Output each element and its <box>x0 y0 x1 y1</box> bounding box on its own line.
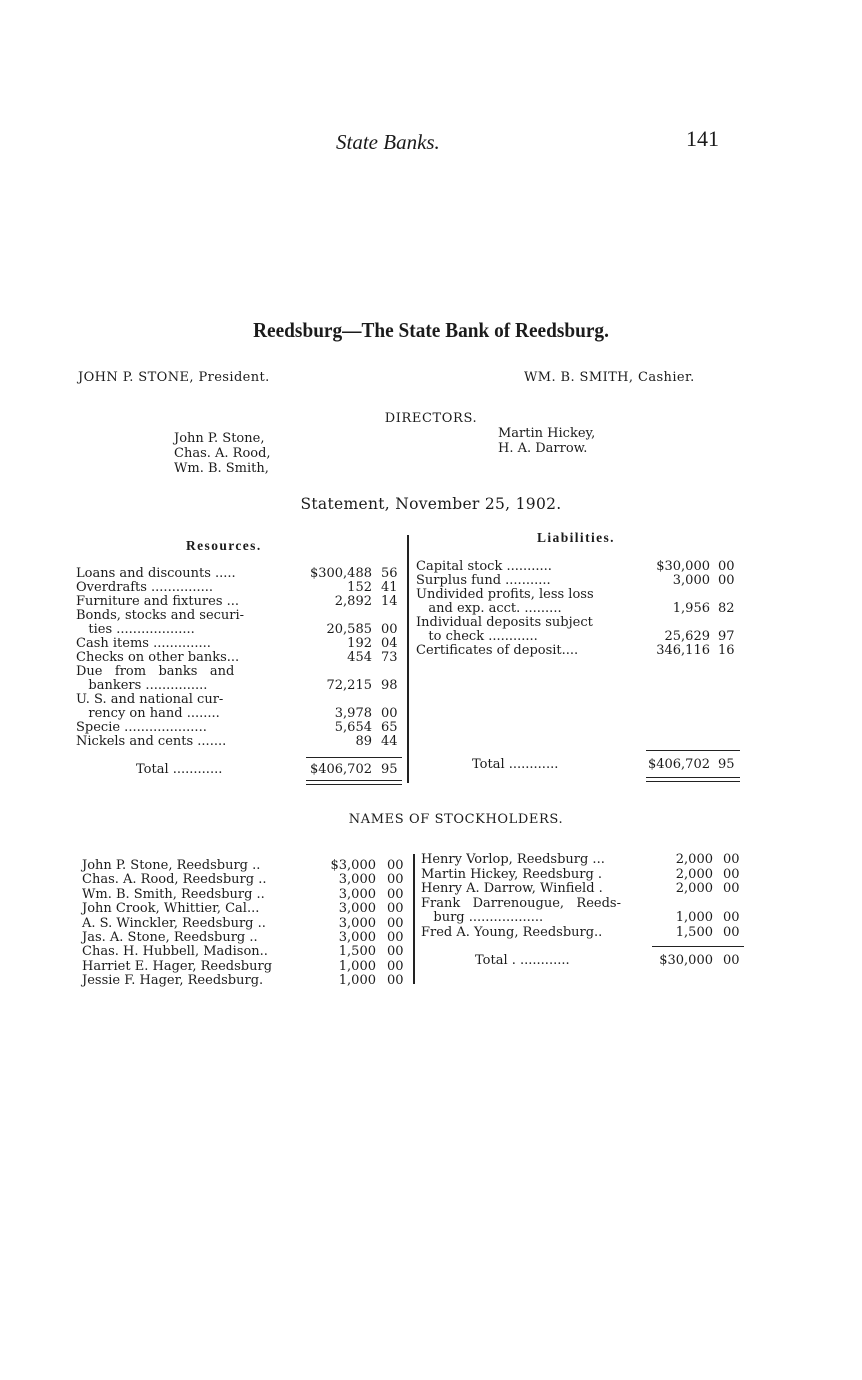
liabilities-heading: Liabilities. <box>537 530 615 545</box>
stockholder-row <box>421 911 751 925</box>
row-cents: 00 <box>723 852 740 867</box>
row-cents: 00 <box>387 901 404 917</box>
total-rule <box>306 757 402 758</box>
row-cents: 00 <box>723 910 740 926</box>
resource-row <box>76 567 406 581</box>
row-label: Jas. A. Stone, Reedsburg .. <box>82 930 258 945</box>
row-label: Furniture and fixtures ... <box>76 594 240 609</box>
row-amount: 192 <box>347 636 372 651</box>
row-label: bankers ............... <box>76 678 208 693</box>
stockholder-row <box>82 873 412 887</box>
stockholder-row <box>82 888 412 902</box>
row-label: Fred A. Young, Reedsburg.. <box>421 925 603 940</box>
liability-row <box>416 616 746 630</box>
total-row <box>416 758 746 774</box>
resource-row <box>76 679 406 693</box>
row-amount: 5,654 <box>334 720 372 735</box>
row-label: Henry A. Darrow, Winfield . <box>421 881 603 897</box>
row-label: Bonds, stocks and securi- <box>76 608 245 623</box>
resource-row <box>76 609 406 623</box>
double-rule <box>646 777 740 778</box>
row-cents: 00 <box>387 958 404 974</box>
total-cents: 95 <box>381 762 398 777</box>
total-row <box>76 763 406 779</box>
resource-row <box>76 637 406 651</box>
row-label: Martin Hickey, Reedsburg . <box>421 866 603 882</box>
row-label: Henry Vorlop, Reedsburg ... <box>421 852 605 867</box>
row-cents: 00 <box>387 930 404 945</box>
double-rule <box>646 781 740 782</box>
page-number: 141 <box>686 126 719 151</box>
total-cents: 00 <box>723 953 740 968</box>
director-name: Chas. A. Rood, <box>174 446 271 461</box>
row-amount: 2,000 <box>675 866 713 882</box>
liability-row <box>416 588 746 602</box>
row-cents: 00 <box>387 858 404 873</box>
row-label: rency on hand ........ <box>76 706 220 721</box>
row-label: Capital stock ........... <box>416 559 552 574</box>
row-label: Due from banks and <box>76 664 235 679</box>
total-rule <box>652 946 744 947</box>
total-label: Total ............ <box>136 762 223 777</box>
resource-row <box>76 651 406 665</box>
row-cents: 00 <box>387 915 404 931</box>
resource-row <box>76 595 406 609</box>
row-cents: 00 <box>387 944 404 960</box>
liability-row <box>416 630 746 644</box>
row-label: Wm. B. Smith, Reedsburg .. <box>82 886 265 902</box>
row-cents: 65 <box>381 720 398 735</box>
stockholder-row <box>82 931 412 945</box>
resources-heading: Resources. <box>186 538 262 553</box>
row-cents: 00 <box>718 573 735 588</box>
row-amount: 2,000 <box>675 881 713 897</box>
row-amount: 3,978 <box>334 706 372 721</box>
stockholder-row <box>82 960 412 974</box>
row-cents: 14 <box>381 594 398 609</box>
directors-left-list <box>174 431 271 476</box>
row-cents: 73 <box>381 650 398 665</box>
row-cents: 00 <box>387 886 404 902</box>
row-label: and exp. acct. ......... <box>416 601 562 616</box>
row-label: Frank Darrenougue, Reeds- <box>421 895 621 911</box>
row-cents: 56 <box>381 566 398 581</box>
row-cents: 00 <box>387 973 404 989</box>
running-head: State Banks. <box>336 130 440 154</box>
row-amount: 25,629 <box>664 629 710 644</box>
liability-row <box>416 644 746 658</box>
resource-row <box>76 721 406 735</box>
row-amount: 1,956 <box>672 601 710 616</box>
row-amount: 454 <box>347 650 372 665</box>
row-amount: 3,000 <box>338 886 376 902</box>
row-amount: 1,000 <box>338 973 376 989</box>
director-name: Martin Hickey, <box>498 426 596 441</box>
row-amount: 3,000 <box>338 930 376 945</box>
row-amount: 1,500 <box>338 944 376 960</box>
row-label: Nickels and cents ....... <box>76 734 227 749</box>
directors-heading: DIRECTORS. <box>384 411 478 426</box>
row-cents: 00 <box>381 706 398 721</box>
resource-row <box>76 707 406 721</box>
director-name: H. A. Darrow. <box>498 441 588 456</box>
row-amount: 72,215 <box>326 678 372 693</box>
row-amount: $3,000 <box>330 858 376 873</box>
stockholder-row <box>421 853 751 867</box>
row-cents: 00 <box>723 866 740 882</box>
cashier-line: WM. B. SMITH, Cashier. <box>524 370 695 385</box>
column-divider <box>413 854 415 984</box>
resource-row <box>76 581 406 595</box>
row-label: Overdrafts ............... <box>76 580 214 595</box>
stockholder-row <box>82 902 412 916</box>
stockholder-row <box>421 926 751 940</box>
total-label: Total ............ <box>472 757 559 772</box>
stockholder-row <box>82 917 412 931</box>
row-label: Chas. A. Rood, Reedsburg .. <box>82 872 267 888</box>
row-amount: 3,000 <box>338 915 376 931</box>
row-amount: 1,500 <box>675 925 713 940</box>
bank-title: Reedsburg—The State Bank of Reedsburg. <box>253 318 609 342</box>
row-label: Certificates of deposit.... <box>416 643 579 658</box>
row-label: Surplus fund ........... <box>416 573 551 588</box>
row-label: to check ............ <box>416 629 538 644</box>
total-rule <box>646 750 740 751</box>
liability-row <box>416 560 746 574</box>
row-amount: 3,000 <box>338 901 376 917</box>
row-label: Individual deposits subject <box>416 615 593 630</box>
row-label: Specie .................... <box>76 720 207 735</box>
resource-row <box>76 693 406 707</box>
column-divider <box>407 535 409 783</box>
row-amount: 2,000 <box>675 852 713 867</box>
row-cents: 00 <box>723 881 740 897</box>
row-label: Chas. H. Hubbell, Madison.. <box>82 944 268 960</box>
row-cents: 00 <box>381 622 398 637</box>
president-line: JOHN P. STONE, President. <box>78 370 270 385</box>
stockholder-row <box>421 897 751 911</box>
liability-row <box>416 574 746 588</box>
row-label: U. S. and national cur- <box>76 692 224 707</box>
row-amount: 1,000 <box>338 958 376 974</box>
row-cents: 04 <box>381 636 398 651</box>
double-rule <box>306 780 402 781</box>
liability-row <box>416 602 746 616</box>
row-label: A. S. Winckler, Reedsburg .. <box>82 915 266 931</box>
row-label: Jessie F. Hager, Reedsburg. <box>82 973 264 989</box>
stockholder-row <box>421 882 751 896</box>
row-amount: 2,892 <box>334 594 372 609</box>
row-amount: 3,000 <box>672 573 710 588</box>
stockholders-heading: NAMES OF STOCKHOLDERS. <box>348 812 564 827</box>
row-label: Cash items .............. <box>76 636 211 651</box>
statement-date: Statement, November 25, 1902. <box>300 495 562 513</box>
stockholder-row <box>82 945 412 959</box>
row-cents: 97 <box>718 629 735 644</box>
row-amount: $300,488 <box>309 566 372 581</box>
row-cents: 44 <box>381 734 398 749</box>
total-cents: 95 <box>718 757 735 772</box>
row-cents: 82 <box>718 601 735 616</box>
director-name: John P. Stone, <box>174 431 265 446</box>
row-cents: 16 <box>718 643 735 658</box>
directors-right-list <box>498 426 595 456</box>
row-label: John P. Stone, Reedsburg .. <box>82 858 261 873</box>
resource-row <box>76 665 406 679</box>
row-label: burg .................. <box>421 910 544 926</box>
resource-row <box>76 735 406 749</box>
row-amount: 1,000 <box>675 910 713 926</box>
total-row <box>421 954 751 970</box>
row-amount: 20,585 <box>326 622 372 637</box>
total-label: Total . ............ <box>475 953 570 968</box>
row-amount: 3,000 <box>338 872 376 888</box>
row-cents: 98 <box>381 678 398 693</box>
stockholder-row <box>421 868 751 882</box>
total-amount: $406,702 <box>647 757 710 772</box>
row-label: Undivided profits, less loss <box>416 587 594 602</box>
row-amount: 89 <box>355 734 372 749</box>
row-label: Loans and discounts ..... <box>76 566 236 581</box>
stockholder-row <box>82 859 412 873</box>
director-name: Wm. B. Smith, <box>174 461 269 476</box>
row-label: Checks on other banks... <box>76 650 240 665</box>
row-amount: $30,000 <box>656 559 710 574</box>
row-cents: 00 <box>723 925 740 940</box>
row-cents: 00 <box>718 559 735 574</box>
row-cents: 00 <box>387 872 404 888</box>
row-label: ties ................... <box>76 622 195 637</box>
total-amount: $30,000 <box>659 953 713 968</box>
double-rule <box>306 784 402 785</box>
row-cents: 41 <box>381 580 398 595</box>
row-label: John Crook, Whittier, Cal... <box>82 901 260 917</box>
row-label: Harriet E. Hager, Reedsburg <box>82 958 273 974</box>
resource-row <box>76 623 406 637</box>
stockholder-row <box>82 974 412 988</box>
row-amount: 346,116 <box>656 643 710 658</box>
row-amount: 152 <box>347 580 372 595</box>
total-amount: $406,702 <box>309 762 372 777</box>
